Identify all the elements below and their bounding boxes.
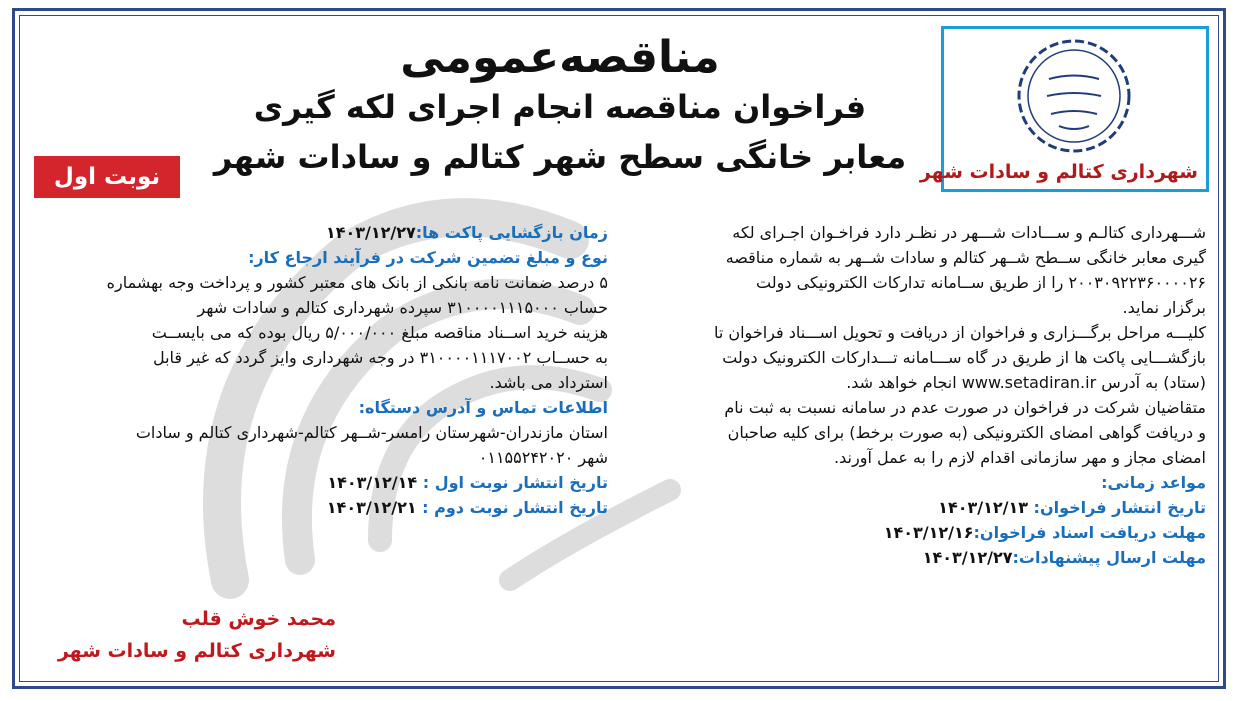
- para1-line: شـــهرداری کتالـم و ســـادات شـــهر در نظـر دارد فراخـوان اجـرای لکه: [732, 223, 1206, 242]
- publish-item: [36, 470, 608, 495]
- schedule-heading: مواعد زمانی:: [1101, 473, 1206, 492]
- guarantee-line: ۵ درصد ضمانت نامه بانکی از بانک های معتبر کشور و پرداخت وجه بهشماره: [106, 273, 608, 292]
- opening-value: ۱۴۰۳/۱۲/۲۷: [325, 223, 416, 242]
- subtitle-line-1: فراخوان مناقصه انجام اجرای لکه گیری: [253, 88, 867, 126]
- para2-line: (ستاد) به آدرس www.setadiran.ir انجام خواهد شد.: [846, 373, 1206, 392]
- municipality-logo-box: [919, 26, 1209, 192]
- municipality-emblem-icon: [1009, 34, 1139, 159]
- announcement-left-column: [36, 220, 608, 520]
- announcement-right-column: [632, 220, 1206, 570]
- subtitle-line-2: معابر خانگی سطح شهر کتالم و سادات شهر: [213, 138, 907, 176]
- schedule-label: مهلت دریافت اسناد فراخوان:: [973, 523, 1206, 542]
- guarantee-line: حساب ۳۱۰۰۰۰۱۱۱۵۰۰۰ سپرده شهرداری کتالم و سادات شهر: [197, 298, 608, 317]
- publish-label: تاریخ انتشار نوبت دوم :: [416, 498, 608, 517]
- publish-value: ۱۴۰۳/۱۲/۲۱: [326, 498, 417, 517]
- para1-line: گیری معابر خانگی ســطح شــهر کتالم و سادات شــهر به شماره مناقصه: [725, 248, 1206, 267]
- para2-line: کلیـــه مراحل برگـــزاری و فراخوان از دریافت و تحویل اســـناد فراخوان تا: [713, 323, 1206, 342]
- guarantee-heading: نوع و مبلغ تضمین شرکت در فرآیند ارجاع کار:: [248, 248, 608, 267]
- schedule-value: ۱۴۰۳/۱۲/۱۳: [938, 498, 1028, 517]
- para3-line: متقاضیان شرکت در فراخوان در صورت عدم در سامانه نسبت به ثبت نام: [724, 398, 1206, 417]
- schedule-item: [632, 495, 1206, 520]
- opening-time: [36, 220, 608, 245]
- para2-line: بازگشـــایی پاکت ها از طریق در گاه ســـامانه تـــدارکات الکترونیک دولت: [722, 348, 1206, 367]
- para3-line: امضای مجاز و مهر سازمانی اقدام لازم را به عمل آورند.: [834, 448, 1206, 467]
- schedule-value: ۱۴۰۳/۱۲/۲۷: [922, 548, 1013, 567]
- schedule-label: تاریخ انتشار فراخوان:: [1027, 498, 1206, 517]
- signatory-org: شهرداری کتالم و سادات شهر: [57, 640, 336, 662]
- page-title: مناقصه‌عمومی: [400, 32, 720, 83]
- publish-label: تاریخ انتشار نوبت اول :: [417, 473, 608, 492]
- schedule-value: ۱۴۰۳/۱۲/۱۶: [883, 523, 974, 542]
- logo-caption: شهرداری کتالم و سادات شهر: [919, 161, 1198, 183]
- opening-label: زمان بازگشایی پاکت ها:: [415, 223, 608, 242]
- para1-line: برگزار نماید.: [1122, 298, 1206, 317]
- para3-line: و دریافت گواهی امضای الکترونیکی (به صورت برخط) برای کلیه صاحبان: [727, 423, 1206, 442]
- guarantee-line: به حســاب ۳۱۰۰۰۰۱۱۱۷۰۰۲ در وجه شهرداری وایز گردد که غیر قابل: [152, 348, 608, 367]
- publish-value: ۱۴۰۳/۱۲/۱۴: [327, 473, 418, 492]
- para1-line: ۲۰۰۳۰۹۲۲۳۶۰۰۰۰۲۶ را از طریق ســامانه تدارکات الکترونیکی دولت: [756, 273, 1206, 292]
- first-round-badge: نوبت اول: [34, 156, 180, 198]
- guarantee-line: استرداد می باشد.: [489, 373, 608, 392]
- schedule-label: مهلت ارسال پیشنهادات:: [1012, 548, 1206, 567]
- publish-item: [36, 495, 608, 520]
- contact-line: استان مازندران-شهرستان رامسر-شــهر کتالم-شهرداری کتالم و سادات: [135, 423, 608, 442]
- contact-line: شهر ۰۱۱۵۵۲۴۲۰۲۰: [478, 448, 608, 467]
- guarantee-line: هزینه خرید اســناد مناقصه مبلغ ۵/۰۰۰/۰۰۰ ریال بوده که می بایســت: [151, 323, 608, 342]
- schedule-item: [632, 545, 1206, 570]
- contact-heading: اطلاعات تماس و آدرس دستگاه:: [358, 398, 608, 417]
- schedule-item: [632, 520, 1206, 545]
- signatory-name: محمد خوش قلب: [181, 608, 336, 630]
